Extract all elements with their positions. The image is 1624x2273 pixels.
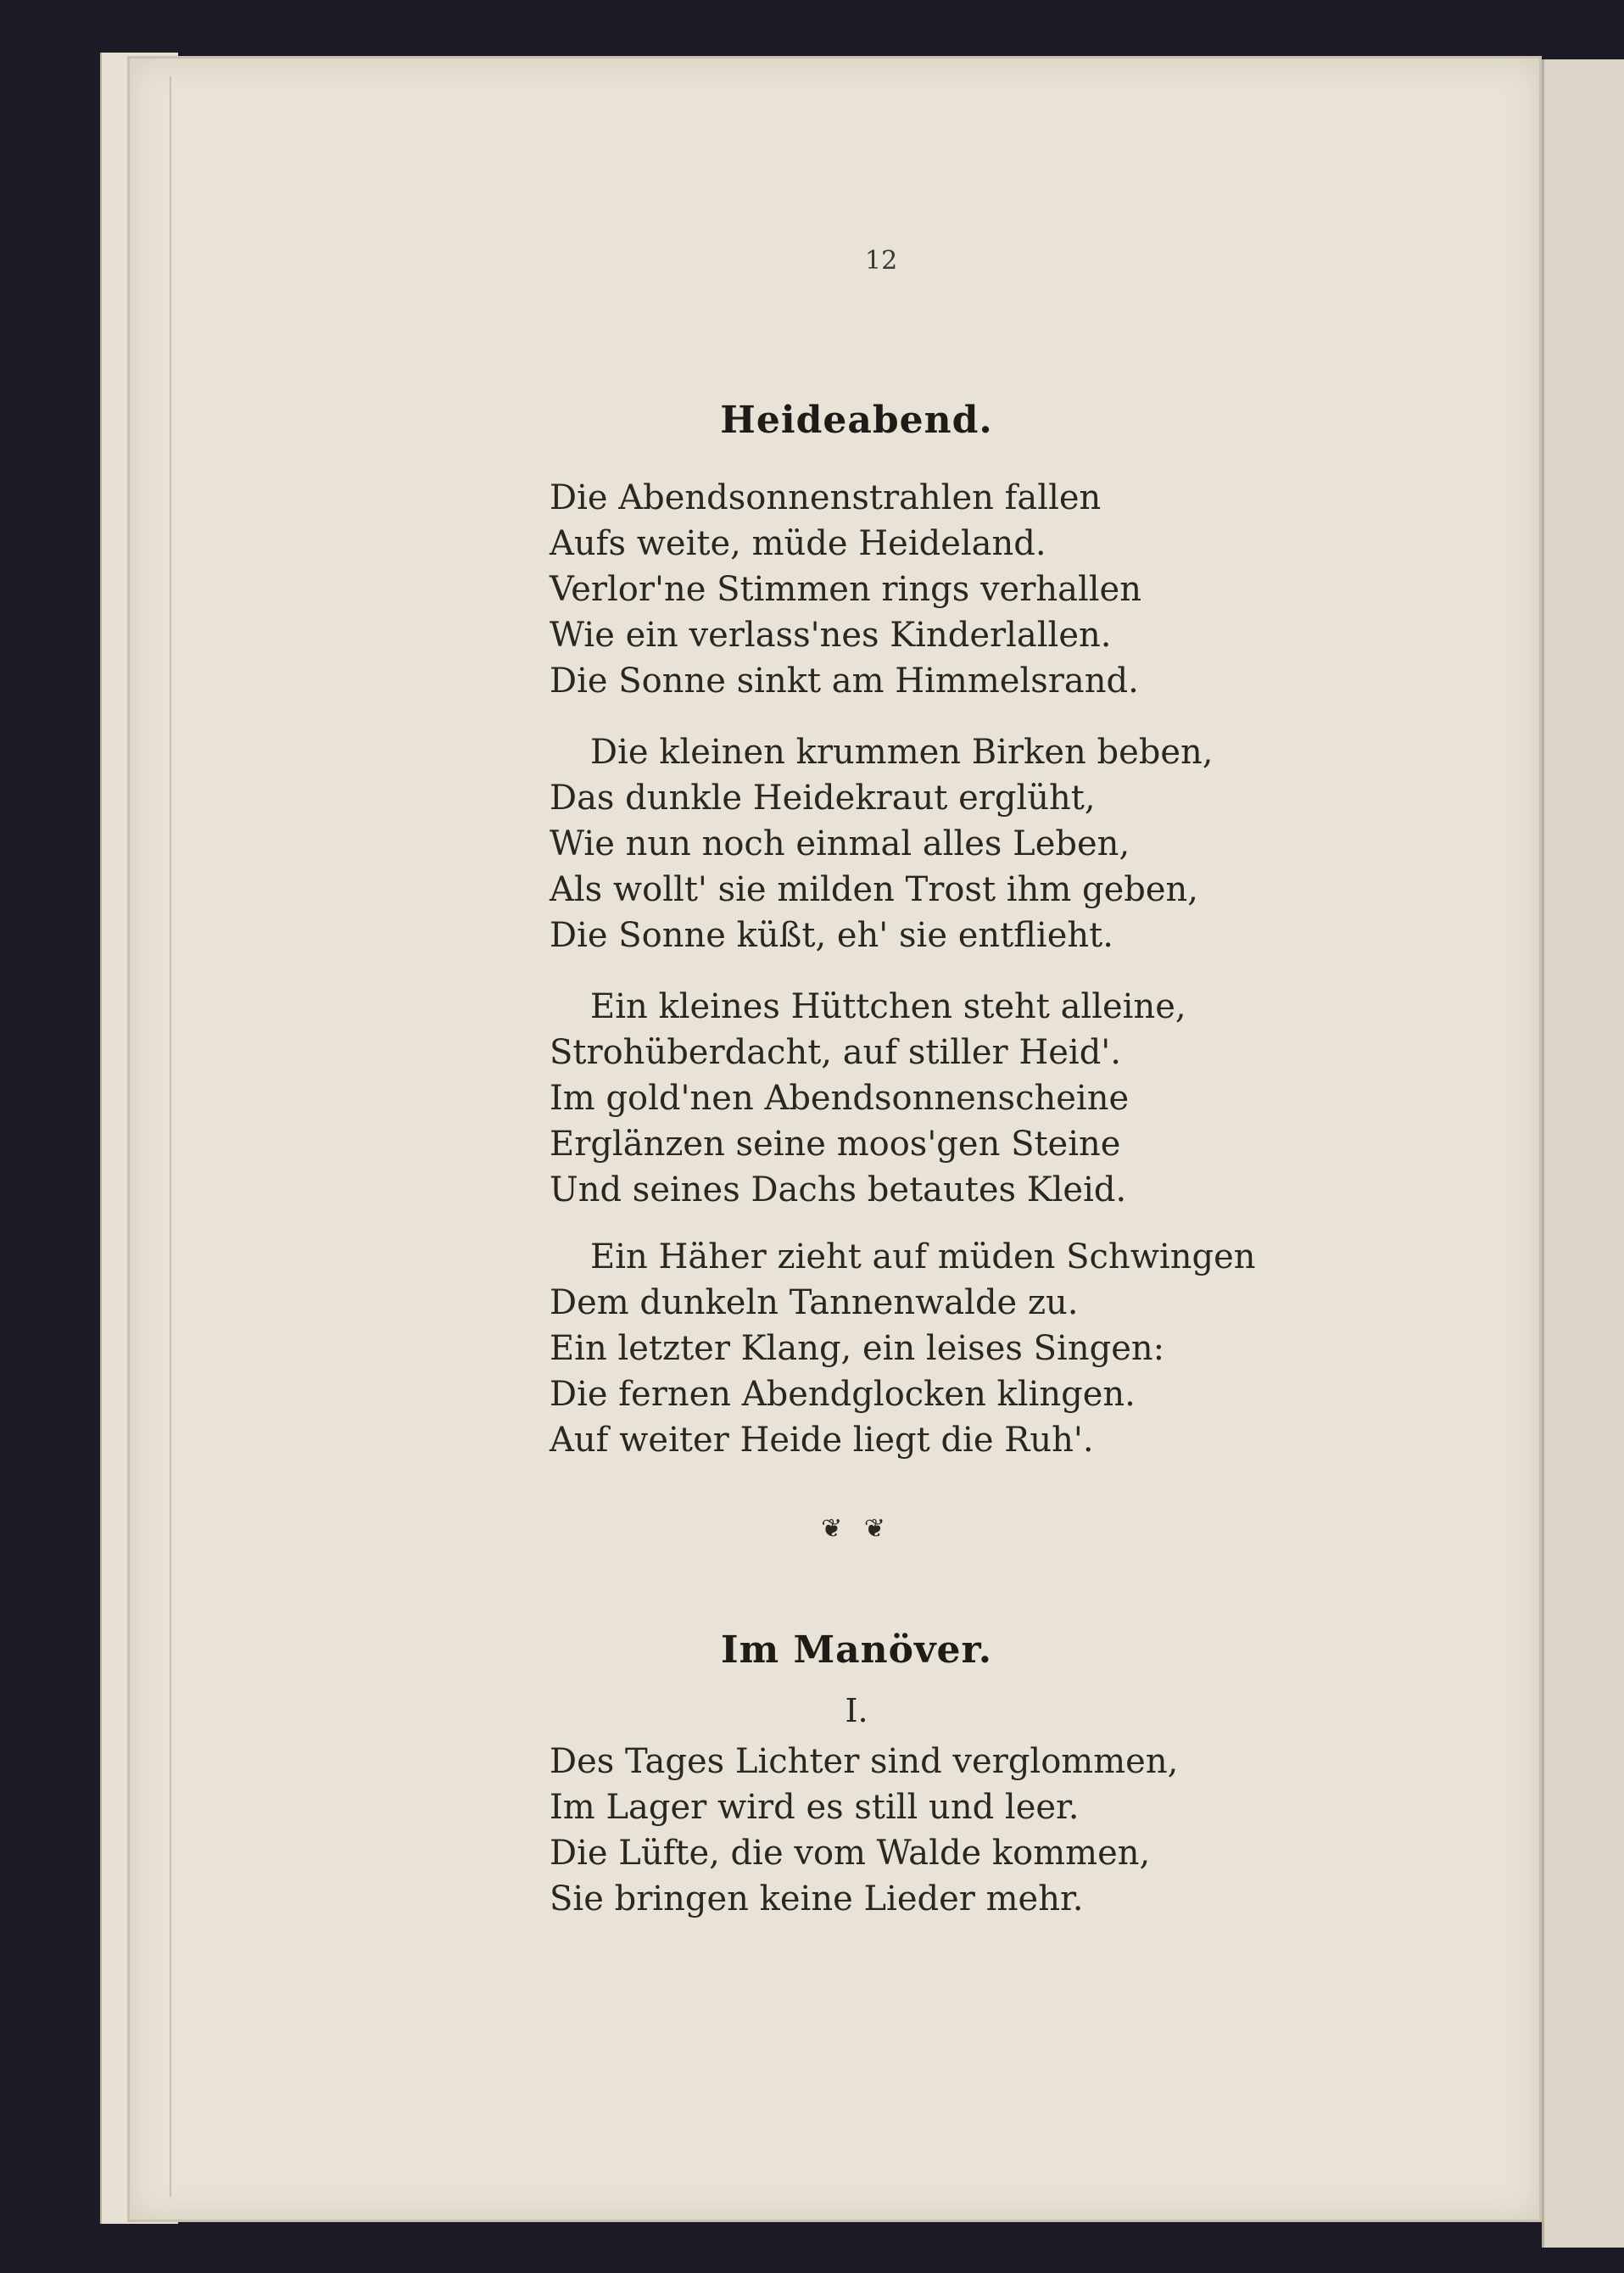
poem-line: Sie bringen keine Lieder mehr. bbox=[550, 1879, 1084, 1918]
poem-title-heideabend: Heideabend. bbox=[720, 399, 993, 442]
poem-line: Die fernen Abendglocken klingen. bbox=[550, 1375, 1136, 1414]
poem-line: Ein letzter Klang, ein leises Singen: bbox=[550, 1329, 1165, 1368]
poem-line: Dem dunkeln Tannenwalde zu. bbox=[550, 1283, 1079, 1322]
poem-line: Ein kleines Hüttchen steht alleine, bbox=[590, 987, 1186, 1026]
poem-line: Strohüberdacht, auf stiller Heid'. bbox=[550, 1033, 1122, 1072]
poem-line: Verlor'ne Stimmen rings verhallen bbox=[550, 570, 1141, 609]
page-number: 12 bbox=[865, 246, 898, 276]
poem-line: Und seines Dachs betautes Kleid. bbox=[550, 1170, 1127, 1209]
next-page-edge bbox=[1542, 59, 1624, 2248]
poem-line: Die Abendsonnenstrahlen fallen bbox=[550, 478, 1102, 517]
section-numeral: I. bbox=[845, 1692, 868, 1729]
poem-line: Im gold'nen Abendsonnenscheine bbox=[550, 1079, 1130, 1118]
poem-line: Das dunkle Heidekraut erglüht, bbox=[550, 779, 1096, 818]
stanza bbox=[550, 475, 1141, 704]
poem-line: Des Tages Lichter sind verglommen, bbox=[550, 1742, 1179, 1781]
ornament-divider: ❦ ❦ bbox=[821, 1514, 892, 1544]
stanza bbox=[550, 984, 1186, 1213]
poem-line: Wie ein verlass'nes Kinderlallen. bbox=[550, 616, 1112, 655]
poem-title-im-manoever: Im Manöver. bbox=[720, 1628, 993, 1672]
poem-line: Wie nun noch einmal alles Leben, bbox=[550, 824, 1130, 863]
stanza bbox=[550, 1234, 1256, 1463]
poem-line: Auf weiter Heide liegt die Ruh'. bbox=[550, 1421, 1094, 1460]
poem-line: Im Lager wird es still und leer. bbox=[550, 1788, 1080, 1827]
poem-line: Aufs weite, müde Heideland. bbox=[550, 524, 1046, 563]
poem-line: Erglänzen seine moos'gen Steine bbox=[550, 1125, 1121, 1164]
stanza bbox=[550, 1739, 1178, 1922]
poem-line: Die Lüfte, die vom Walde kommen, bbox=[550, 1834, 1151, 1873]
poem-line: Ein Häher zieht auf müden Schwingen bbox=[590, 1237, 1256, 1276]
poem-line: Die Sonne küßt, eh' sie entflieht. bbox=[550, 916, 1113, 955]
stanza bbox=[550, 729, 1214, 958]
poem-line: Die kleinen krummen Birken beben, bbox=[590, 733, 1214, 772]
page-fold-line bbox=[170, 76, 171, 2197]
poem-line: Die Sonne sinkt am Himmelsrand. bbox=[550, 662, 1139, 701]
poem-line: Als wollt' sie milden Trost ihm geben, bbox=[550, 870, 1199, 909]
